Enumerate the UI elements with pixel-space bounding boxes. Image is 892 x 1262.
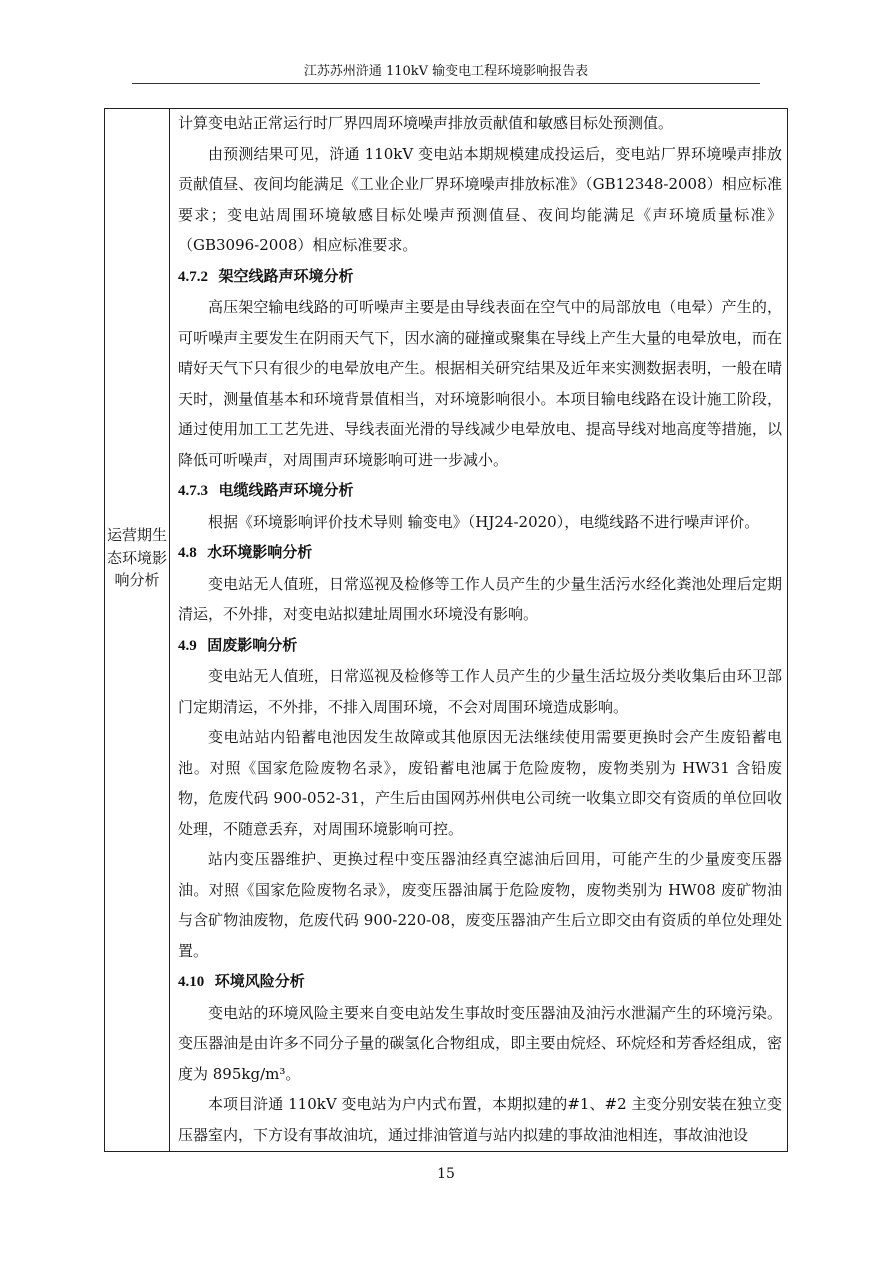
section-label: 运营期生态环境影响分析 xyxy=(106,526,167,589)
heading-number: 4.9 xyxy=(178,637,197,654)
heading-number: 4.7.2 xyxy=(178,268,208,285)
paragraph: 变电站无人值班，日常巡视及检修等工作人员产生的少量生活垃圾分类收集后由环卫部门定期清运，不外排，不排入周围环境，不会对周围环境造成影响。 xyxy=(178,667,782,716)
heading-number: 4.8 xyxy=(178,545,197,561)
heading-text: 环境风险分析 xyxy=(214,972,305,990)
paragraph: 本项目浒通 110kV 变电站为户内式布置，本期拟建的#1、#2 主变分别安装在独立变压器室内，下方设有事故油坑，通过排油管道与站内拟建的事故油池相连，事故油池设 xyxy=(178,1095,782,1144)
column-divider xyxy=(169,108,170,1152)
heading-text: 固废影响分析 xyxy=(207,635,298,654)
paragraph: 变电站站内铅蓄电池因发生故障或其他原因无法继续使用需要更换时会产生废铅蓄电池。对照《国家危险废物名录》，废铅蓄电池属于危险废物，废物类别为 HW31 含铅废物，危废代码 900-052-31，产生后由国网苏州供电公司统一收集立即交有资质的单位回收处理，不随意丢弃，对周围环境影响可控。 xyxy=(178,728,782,838)
section-heading-4-7-3 xyxy=(178,475,782,507)
header-rule xyxy=(132,83,760,84)
paragraph: 变电站无人值班，日常巡视及检修等工作人员产生的少量生活污水经化粪池处理后定期清运，不外排，对变电站拟建址周围水环境没有影响。 xyxy=(178,574,782,623)
paragraph: 变电站的环境风险主要来自变电站发生事故时变压器油及油污水泄漏产生的环境污染。变压器油是由许多不同分子量的碳氢化合物组成，即主要由烷烃、环烷烃和芳香烃组成，密度为 895kg/m³。 xyxy=(178,1003,782,1083)
heading-text: 架空线路声环境分析 xyxy=(218,266,354,285)
paragraph: 高压架空输电线路的可听噪声主要是由导线表面在空气中的局部放电（电晕）产生的，可听噪声主要发生在阴雨天气下，因水滴的碰撞或聚集在导线上产生大量的电晕放电，而在晴好天气下只有很少的电晕放电产生。根据相关研究结果及近年来实测数据表明，一般在晴天时，测量值基本和环境背景值相当，对环境影响很小。本项目输电线路在设计施工阶段，通过使用加工工艺先进、导线表面光滑的导线减少电晕放电、提高导线对地高度等措施，以降低可听噪声，对周围声环境影响可进一步减小。 xyxy=(178,298,782,469)
document-header: 江苏苏州浒通 110kV 输变电工程环境影响报告表 xyxy=(303,64,589,79)
section-content xyxy=(178,108,782,1150)
heading-text: 电缆线路声环境分析 xyxy=(218,481,354,499)
paragraph: 计算变电站正常运行时厂界四周环境噪声排放贡献值和敏感目标处预测值。 xyxy=(178,114,674,132)
paragraph: 由预测结果可见，浒通 110kV 变电站本期规模建成投运后，变电站厂界环境噪声排放贡献值昼、夜间均能满足《工业企业厂界环境噪声排放标准》（GB12348-2008）相应标准要求；变电站周围环境敏感目标处噪声预测值昼、夜间均能满足《声环境质量标准》（GB3096-2008）相应标准要求。 xyxy=(178,144,782,254)
heading-number: 4.7.3 xyxy=(178,483,208,499)
paragraph: 根据《环境影响评价技术导则 输变电》（HJ24-2020），电缆线路不进行噪声评价。 xyxy=(208,512,760,531)
heading-number: 4.10 xyxy=(178,974,205,990)
section-heading-4-7-2 xyxy=(178,261,782,293)
paragraph: 站内变压器维护、更换过程中变压器油经真空滤油后回用，可能产生的少量废变压器油。对照《国家危险废物名录》，废变压器油属于危险废物，废物类别为 HW08 废矿物油与含矿物油废物，危废代码 900-220-08，废变压器油产生后立即交由有资质的单位处理处置。 xyxy=(178,850,782,960)
section-heading-4-8 xyxy=(178,537,782,569)
page-number: 15 xyxy=(437,1166,455,1182)
section-heading-4-9 xyxy=(178,630,782,662)
heading-text: 水环境影响分析 xyxy=(207,543,313,561)
section-heading-4-10 xyxy=(178,966,782,998)
